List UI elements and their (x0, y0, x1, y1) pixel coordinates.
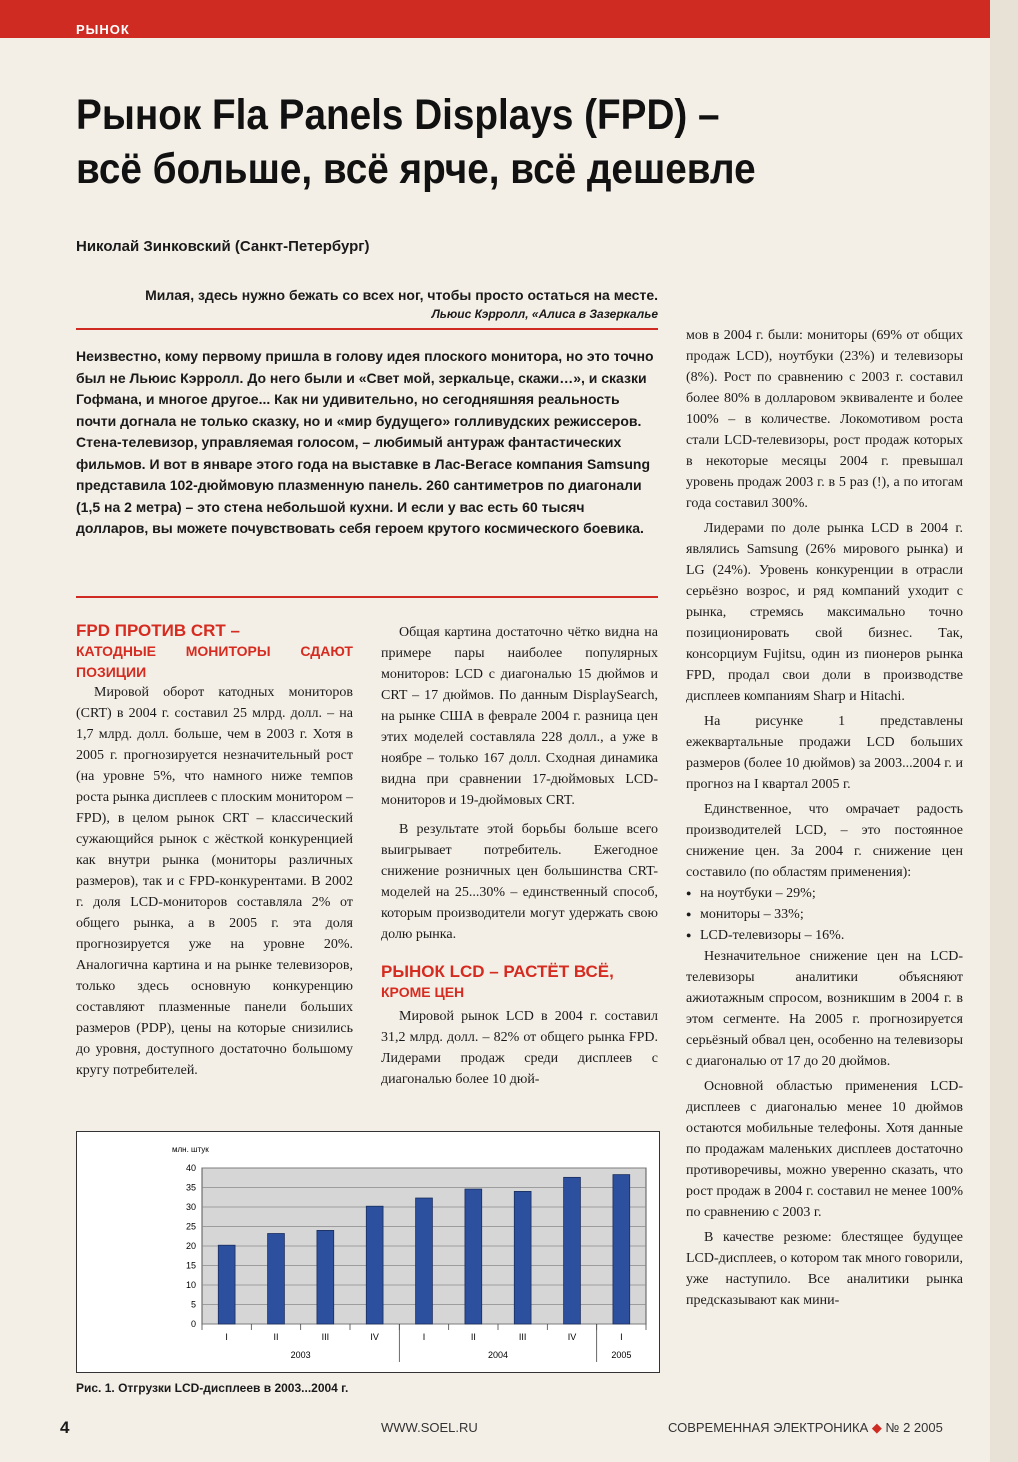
y-tick-label: 10 (185, 1280, 196, 1290)
bar (613, 1175, 630, 1324)
price-drop-list (686, 883, 963, 946)
group-label: 2003 (290, 1350, 311, 1360)
epigraph-divider (76, 328, 658, 330)
paragraph: В качестве резюме: блестящее будущее LCD-дисплеев, о котором так много говорили, уже наступило. Все аналитики рынка предсказывают как мини- (686, 1230, 963, 1308)
paragraph: Общая картина достаточно чётко видна на примере пары наиболее популярных мониторов: LCD с диагональю 15 дюймов и CRT – 17 дюймов. По данным DisplaySearch, на рынке США в феврале 2004 г. разница цен этих моделей составляла 228 долл., а уже в ноябре – только 167 долл. Сходная динамика видна при сравнении 17-дюймовых LCD-мониторов и 19-дюймовых CRT. (381, 625, 658, 808)
paragraph: Единственное, что омрачает радость производителей LCD, – это постоянное снижение цен. За 2004 г. снижение цен составило (по областям применения): (686, 802, 963, 880)
shipments-chart (77, 1132, 659, 1372)
heading-main: РЫНОК LCD – РАСТЁТ ВСЁ, (381, 962, 614, 981)
paragraph: Мировой оборот катодных мониторов (CRT) в 2004 г. составил 25 млрд. долл. – на 1,7 млрд. долл. больше, чем в 2003 г. Хотя в 2005 г. прогнозируется незначительный рост (на уровне 5%, что намного ниже темпов роста рынка дисплеев с плоским монитором – FPD), в целом рынок CRT – классический сужающийся рынок с жёсткой конкуренцией как внутри рынка (мониторы различных размеров), так и с FPD-конкурентами. В 2002 г. доля LCD-мониторов составляла 2% от общего рынка, а в 2005 г. эта доля прогнозируется уже на уровне 20%. Аналогична картина и на рынке телевизоров, только здесь основную конкуренцию составляют плазменные панели больших размеров (PDP), цены на которые снизились до уровня, доступного достаточно большому кругу потребителей. (76, 685, 353, 1078)
lead-divider (76, 596, 658, 598)
x-tick-label: IV (370, 1332, 379, 1342)
figure-caption: Рис. 1. Отгрузки LCD-дисплеев в 2003...2004 г. (76, 1381, 349, 1395)
y-tick-label: 30 (185, 1202, 196, 1212)
x-tick-label: I (422, 1332, 426, 1342)
x-tick-label: III (518, 1332, 527, 1342)
x-tick-label: II (273, 1332, 279, 1342)
title-line-2: всё больше, всё ярче, всё дешевле (76, 145, 756, 193)
y-tick-label: 25 (185, 1221, 196, 1232)
paragraph: мов в 2004 г. были: мониторы (69% от общих продаж LCD), ноутбуки (23%) и телевизоры (8%). Рост по сравнению с 2003 г. составил более 80% в долларовом эквиваленте и более 100% – в количестве. Локомотивом роста стали LCD-телевизоры, рост продаж которых в некоторые месяцы 2004 г. превышал уровень продаж 2003 г. в 5 раз (!), а по итогам года составил 300%. (686, 328, 963, 511)
figure-box (76, 1131, 660, 1373)
y-tick-label: 20 (185, 1241, 196, 1251)
paragraph: Основной областью применения LCD-дисплеев с диагональю менее 10 дюймов остаются мобильные телефоны. Хотя данные по продажам маленьких дисплеев достаточно противоречивы, можно уверенно сказать, что рост продаж в 2004 г. составил не менее 100% по сравнению с 2003 г. (686, 1079, 963, 1220)
bar (366, 1206, 383, 1324)
section-band (0, 0, 990, 38)
lead-paragraph: Неизвестно, кому первому пришла в голову идея плоского монитора, но это точно был не Льюис Кэрролл. До него были и «Свет мой, зеркальце, скажи…», и сказки Гофмана, и многое другое... Как ни удивительно, но сегодняшняя реальность почти догнала не только сказку, но и «мир будущего» голливудских режиссеров. Стена-телевизор, управляемая голосом, – любимый антураж фантастических фильмов. И вот в январе этого года на выставке в Лас-Вегасе компания Samsung представила 102-дюймовую плазменную панель. 260 сантиметров по диагонали (1,5 на 2 метра) – это стена небольшой кухни. И если у вас есть 60 тысяч долларов, вы можете почувствовать себя героем крутого космического боевика. (76, 348, 654, 536)
magazine-info (668, 1420, 943, 1436)
paragraph: Лидерами по доле рынка LCD в 2004 г. являлись Samsung (26% мирового рынка) и LG (24%). Уровень конкуренции в отрасли серьёзно возрос, и ряд компаний уходит с рынка, стремясь максимально точно позиционировать свой бизнес. Так, консорциум Fujitsu, один из пионеров рынка FPD, продал свои доли в производстве дисплеев компаниям Sharp и Hitachi. (686, 521, 963, 704)
bar (465, 1189, 482, 1324)
y-tick-label: 15 (185, 1260, 196, 1271)
epigraph-source: Льюис Кэрролл, «Алиса в Зазеркалье (431, 307, 658, 321)
diamond-icon: ◆ (871, 1420, 882, 1435)
bar (514, 1191, 531, 1324)
epigraph (76, 285, 658, 323)
paragraph: Мировой рынок LCD в 2004 г. составил 31,2 млрд. долл. – 82% от общего рынка FPD. Лидерами продаж среди дисплеев с диагональю более 10 дюй- (381, 1009, 658, 1087)
y-tick-label: 40 (185, 1163, 196, 1173)
list-item: ● LCD-телевизоры – 16%. (686, 925, 963, 946)
group-label: 2005 (611, 1350, 632, 1360)
column-3 (686, 325, 963, 1311)
site-url: WWW.SOEL.RU (381, 1420, 478, 1435)
column-2 (381, 622, 658, 1090)
bar (317, 1230, 334, 1324)
bar (218, 1245, 235, 1324)
x-tick-label: I (225, 1332, 228, 1342)
list-item: ● на ноутбуки – 29%; (686, 883, 963, 904)
column-1 (76, 620, 353, 1081)
issue-number: № 2 2005 (885, 1420, 943, 1435)
epigraph-quote: Милая, здесь нужно бежать со всех ног, чтобы просто остаться на месте. (145, 287, 658, 303)
article-title (76, 88, 886, 196)
section-heading-fpd-vs-crt (76, 620, 353, 682)
list-item: ● мониторы – 33%; (686, 904, 963, 925)
magazine-name: СОВРЕМЕННАЯ ЭЛЕКТРОНИКА (668, 1420, 869, 1435)
title-line-1: Рынок Fla Panels Displays (FPD) – (76, 91, 720, 139)
heading-sub: КРОМЕ ЦЕН (381, 984, 465, 1000)
x-tick-label: I (620, 1332, 623, 1342)
article-author: Николай Зинковский (Санкт-Петербург) (76, 238, 370, 255)
page-number: 4 (60, 1418, 70, 1437)
paragraph: Незначительное снижение цен на LCD-телевизоры аналитики объясняют ажиотажным спросом, возникшим в 2004 г. в этом сегменте. На 2005 г. прогнозируется серьёзный обвал цен, особенно на телевизоры с диагональю от 17 до 20 дюймов. (686, 949, 963, 1069)
y-tick-label: 0 (190, 1319, 196, 1329)
y-axis-label: млн. штук (172, 1145, 209, 1154)
y-tick-label: 35 (185, 1182, 196, 1193)
x-tick-label: III (321, 1332, 330, 1342)
x-tick-label: IV (567, 1332, 577, 1342)
heading-main: FPD ПРОТИВ CRT – (76, 621, 240, 640)
bar (564, 1177, 581, 1324)
y-tick-label: 5 (190, 1299, 196, 1310)
heading-sub: КАТОДНЫЕ МОНИТОРЫ СДАЮТ ПОЗИЦИИ (76, 643, 353, 680)
group-label: 2004 (487, 1350, 509, 1360)
x-tick-label: II (470, 1332, 476, 1342)
paragraph: На рисунке 1 представлены ежеквартальные продажи LCD больших размеров (более 10 дюймов) за 2003...2004 г. и прогноз на I квартал 2005 г. (686, 714, 963, 792)
section-label: РЫНОК (76, 22, 130, 37)
page-edge (990, 0, 1018, 1462)
bar (416, 1198, 433, 1324)
bar (268, 1234, 285, 1324)
paragraph: В результате этой борьбы больше всего выигрывает потребитель. Ежегодное снижение розничных цен большинства CRT-моделей на 25...30% – единственный способ, которым производители могут удержать свою долю рынка. (381, 822, 658, 942)
section-heading-lcd-market (381, 961, 658, 1002)
